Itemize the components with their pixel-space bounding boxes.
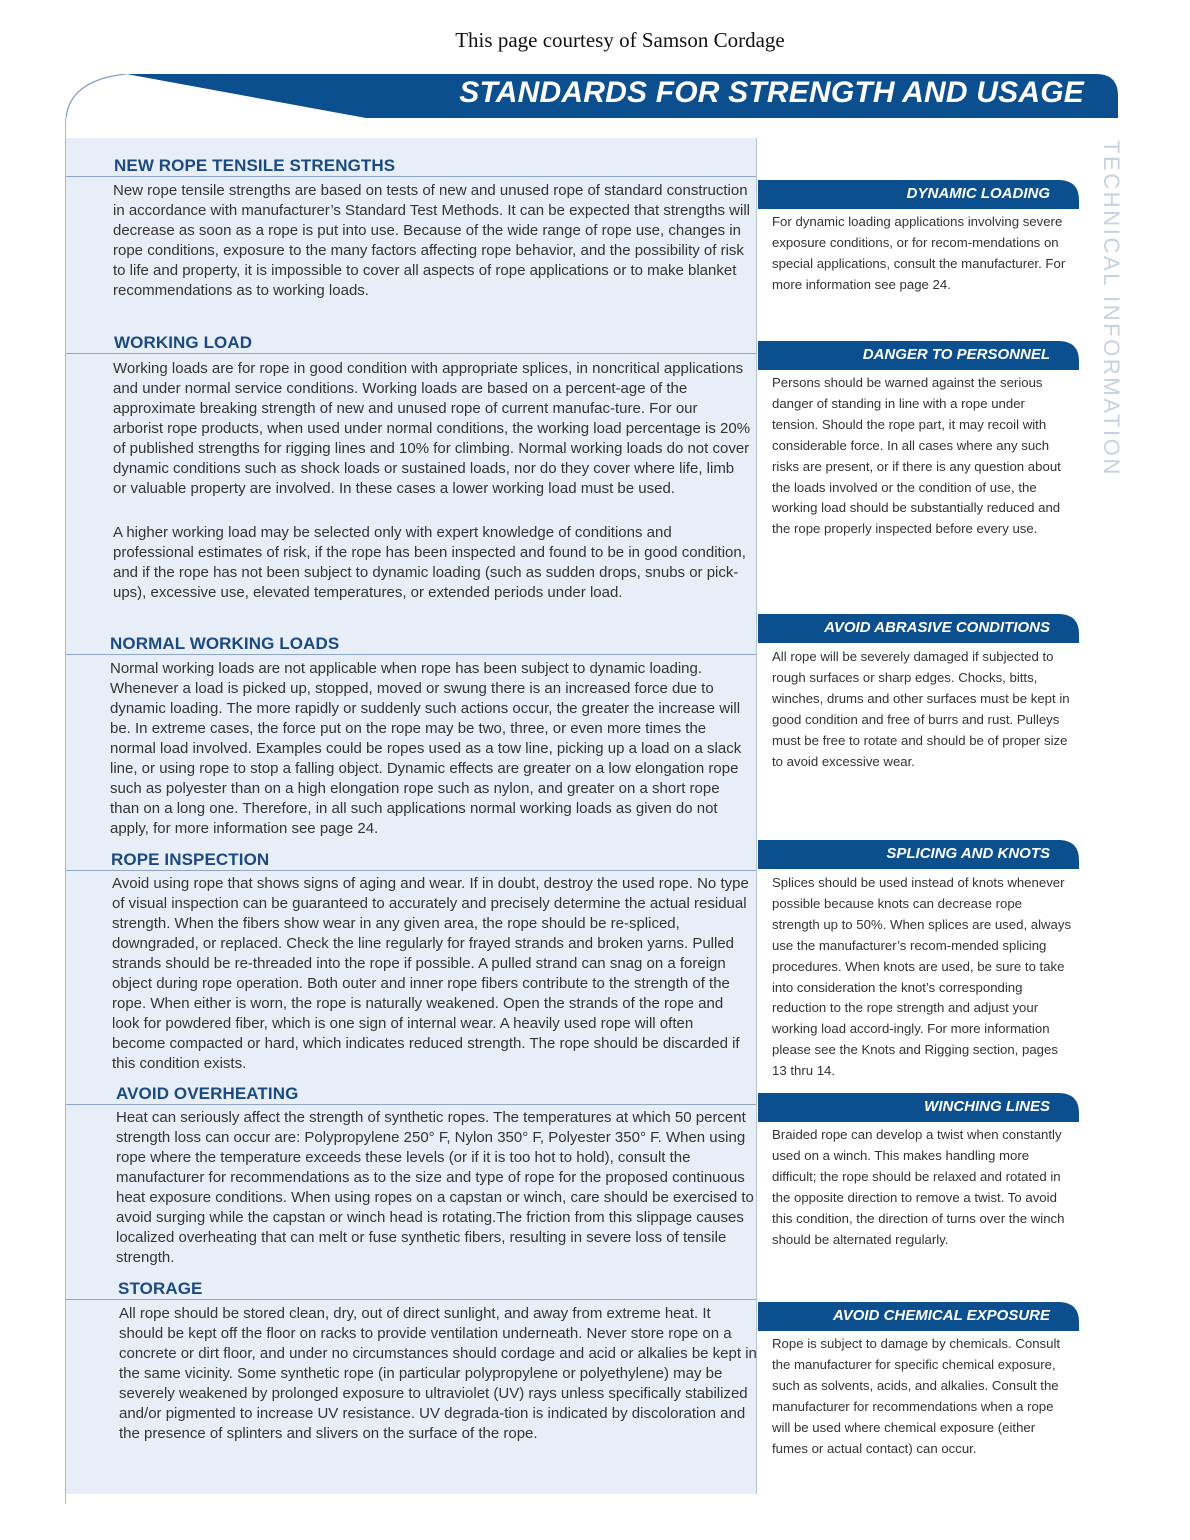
sidebar-text: Persons should be warned against the serious danger of standing in line with a rope under tension. Should the rope part, it may recoil with considerable force. In all cases where any such risks are present, or if there is any question about the loads involved or the condition of use, the working load should be substantially reduced and the rope properly inspected before every use. [772,375,1061,537]
sidebar-heading-text: AVOID ABRASIVE CONDITIONS [824,619,1050,636]
section-heading-normal-working-loads [66,634,756,655]
section-heading-text: AVOID OVERHEATING [116,1084,299,1103]
sidebar-text: Splices should be used instead of knots whenever possible because knots can decrease rope strength up to 50%. When splices are used, always use the manufacturer’s recom-mended splicing procedures. When knots are used, be sure to take into consideration the knot’s corresponding reduction to the rope strength and adjust your working load accord-ingly. For more information please see the Knots and Rigging section, pages 13 thru 14. [772,875,1072,1079]
section-paragraph: Avoid using rope that shows signs of aging and wear. If in doubt, destroy the used rope. No type of visual inspection can be guaranteed to accurately and precisely determine the actual residual strength. When the fibers show wear in any given area, the rope should be re-spliced, downgraded, or replaced. Check the line regularly for frayed strands and broken yarns. Pulled strands should be re-threaded into the rope if possible. A pulled strand can snag on a foreign object during rope operation. Both outer and inner rope fibers contribute to the strength of the rope. When either is worn, the rope is naturally weakened. Open the strands of the rope and look for powdered fiber, which is one sign of internal wear. A heavily used rope will often become compacted or hard, which indicates reduced strength. The rope should be discarded if this condition exists. [112,875,749,1072]
section-paragraph: A higher working load may be selected only with expert knowledge of conditions and professional estimates of risk, if the rope has been inspected and found to be in good condition, and if the rope has not been subject to dynamic loading (such as sudden drops, snubs or pick-ups), excessive use, elevated temperatures, or extended periods under load. [113,524,746,601]
section-paragraph: Normal working loads are not applicable when rope has been subject to dynamic loading. Whenever a load is picked up, stopped, moved or swung there is an increased force due to dynamic loading. The more rapidly or suddenly such actions occur, the greater the increase will be. In extreme cases, the force put on the rope may be two, three, or even more times the normal load involved. Examples could be ropes used as a tow line, picking up a load on a slack line, or using rope to stop a falling object. Dynamic effects are greater on a low elongation rope such as polyester than on a high elongation rope such as nylon, and greater on a short rope than on a long one. Therefore, in all such applications normal working loads as given do not apply, for more information see page 24. [110,660,742,837]
page-title: STANDARDS FOR STRENGTH AND USAGE [459,76,1084,109]
section-heading-text: ROPE INSPECTION [111,850,270,869]
section-heading-working-load [66,333,756,354]
sidebar-heading-text: DANGER TO PERSONNEL [862,346,1050,363]
sidebar-text: Rope is subject to damage by chemicals. Consult the manufacturer for specific chemical exposure, such as solvents, acids, and alkalies. Consult the manufacturer for recommendations when a rope will be used where chemical exposure (either fumes or actual contact) can occur. [772,1336,1061,1456]
column-divider [756,138,757,1494]
section-heading-new-rope [66,156,756,177]
sidebar-heading-avoid-abrasive [758,614,1080,643]
sidebar-text: Braided rope can develop a twist when constantly used on a winch. This makes handling more difficult; the rope should be relaxed and rotated in the opposite direction to remove a twist. To avoid this condition, the direction of turns over the winch should be alternated regularly. [772,1127,1065,1247]
sidebar-heading-splicing-and-knots [758,840,1080,869]
side-label-text: TECHNICAL INFORMATION [1099,140,1124,477]
sidebar-heading-text: SPLICING AND KNOTS [886,845,1050,862]
section-paragraph: New rope tensile strengths are based on tests of new and unused rope of standard construction in accordance with manufacturer’s Standard Test Methods. It can be expected that strengths will decrease as soon as a rope is put into use. Because of the wide range of rope use, changes in rope conditions, exposure to the many factors affecting rope behavior, and the possibility of risk to life and property, it is impossible to cover all aspects of rope applications or to make blanket recommendations as to working loads. [113,182,751,299]
sidebar-heading-text: DYNAMIC LOADING [906,185,1050,202]
sidebar-text: All rope will be severely damaged if subjected to rough surfaces or sharp edges. Chocks, bitts, winches, drums and other surfaces must be kept in good condition and free of burrs and rust. Pulleys must be free to rotate and should be of proper size to avoid excessive wear. [772,649,1070,769]
section-heading-text: NORMAL WORKING LOADS [110,634,340,653]
section-heading-avoid-overheating [66,1084,756,1105]
section-heading-text: STORAGE [118,1279,203,1298]
section-paragraph: Working loads are for rope in good condition with appropriate splices, in noncritical applications and under normal service conditions. Working loads are based on a percent-age of the approximate breaking strength of new and unused rope of current manufac-ture. For our arborist rope products, when used under normal conditions, the working load percentage is 20% of published strengths for rigging lines and 10% for climbing. Normal working loads do not cover dynamic conditions such as shock loads or sustained loads, nor do they cover where life, limb or valuable property are involved. In these cases a lower working load must be used. [113,360,751,497]
sidebar-text: For dynamic loading applications involving severe exposure conditions, or for recom-mendations on special applications, consult the manufacturer. For more information see page 24. [772,214,1066,292]
side-label [1096,140,1126,480]
section-paragraph: Heat can seriously affect the strength of synthetic ropes. The temperatures at which 50 percent strength loss can occur are: Polypropylene 250° F, Nylon 350° F, Polyester 350° F. When using rope where the temperature exceeds these levels (or if it is too hot to hold), consult the manufacturer for recommendations as to the size and type of rope for the proposed continuous heat exposure conditions. When using ropes on a capstan or winch, care should be exercised to avoid surging while the capstan or winch head is rotating.The friction from this slippage causes localized overheating that can melt or fuse synthetic fibers, resulting in severe loss of tensile strength. [116,1109,754,1266]
section-paragraph: All rope should be stored clean, dry, out of direct sunlight, and away from extreme heat. It should be kept off the floor on racks to provide ventilation underneath. Never store rope on a concrete or dirt floor, and under no circumstances should cordage and acid or alkalies be kept in the same vicinity. Some synthetic rope (in particular polypropylene or polyethylene) may be severely weakened by prolonged exposure to ultraviolet (UV) rays unless specifically stabilized and/or pigmented to increase UV resistance. UV degrada-tion is indicated by discoloration and the presence of splinters and slivers on the surface of the rope. [119,1305,757,1442]
sidebar-heading-dynamic-loading [758,180,1080,209]
section-heading-storage [66,1279,756,1300]
section-heading-text: NEW ROPE TENSILE STRENGTHS [114,156,396,175]
section-heading-text: WORKING LOAD [114,333,253,352]
sidebar-heading-text: AVOID CHEMICAL EXPOSURE [833,1307,1050,1324]
title-banner [66,74,1118,118]
sidebar-heading-avoid-chemical [758,1302,1080,1331]
sidebar-heading-text: WINCHING LINES [924,1098,1050,1115]
section-heading-rope-inspection [66,850,756,871]
courtesy-note: This page courtesy of Samson Cordage [455,28,785,52]
sidebar-heading-danger-to-personnel [758,341,1080,370]
sidebar-heading-winching-lines [758,1093,1080,1122]
